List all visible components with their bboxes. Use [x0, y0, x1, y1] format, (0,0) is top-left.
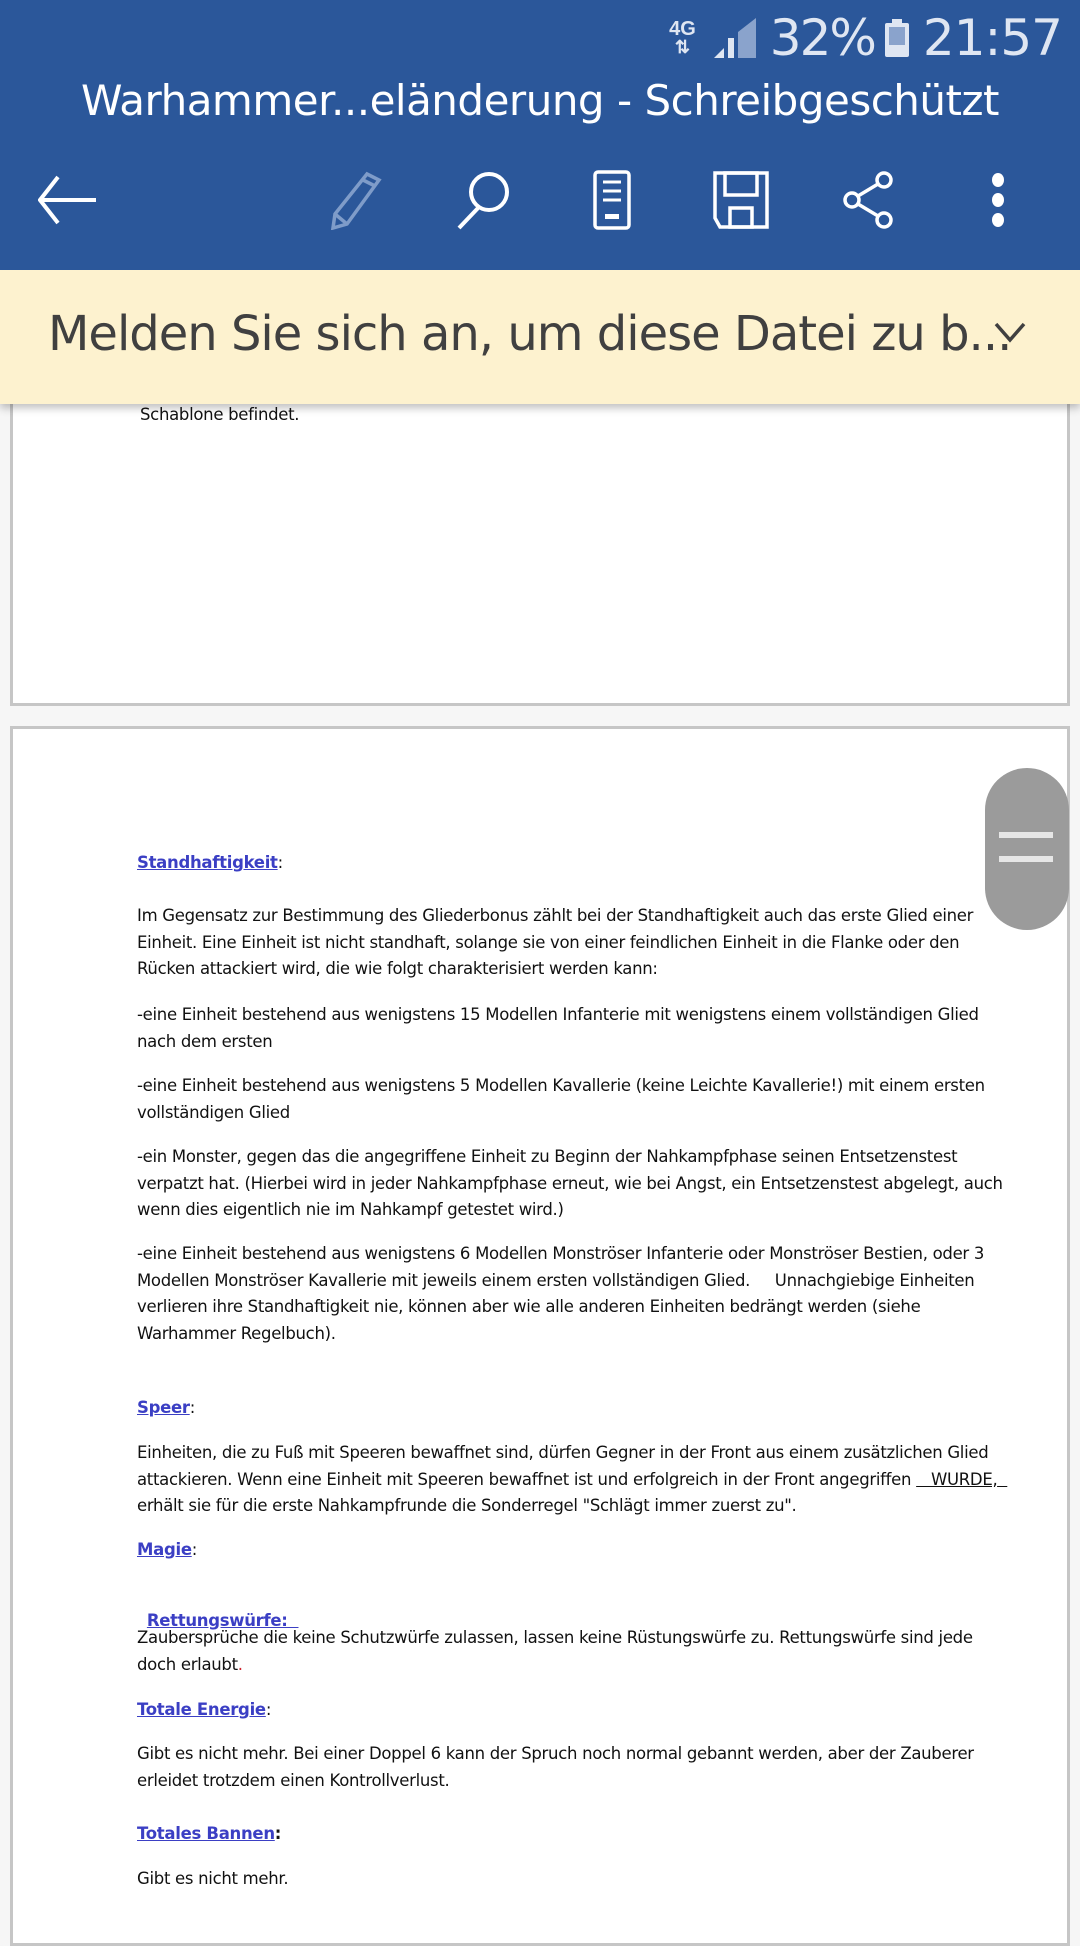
list-item: -eine Einheit bestehend aus wenigstens 6 Modellen Monströser Infanterie oder Monströser Bestien, oder 3 Modellen Monströser Kavallerie mit jeweils einem ersten vollständigen Glied. Unnachgiebige Einheiten verlieren ihre Standhaftigkeit nie, können aber wie alle anderen Einheiten bedrängt werden (siehe Warhammer Regelbuch). — [137, 1244, 990, 1343]
list-item: -eine Einheit bestehend aus wenigstens 5 Modellen Kavallerie (keine Leichte Kavallerie!) mit einem ersten vollständigen Glied — [137, 1076, 985, 1122]
battery-icon — [885, 19, 909, 57]
document-title: Warhammer...eländerung - Schreibgeschützt — [80, 76, 1000, 125]
grip-line-icon — [999, 856, 1053, 862]
list-item: -ein Monster, gegen das die angegriffene Einheit zu Beginn der Nahkampfphase seinen Entsetzenstest verpatzt hat. (Hierbei wird in jeder Nahkampfphase erneut, wie bei Angst, ein Entsetzenstest abgelegt, auch wenn dies eigentlich nie im Nahkampf getestet wird.) — [137, 1147, 1003, 1219]
period: . — [237, 1654, 243, 1674]
speer-text-end: erhält sie für die erste Nahkampfrunde die Sonderregel "Schlägt immer zuerst zu". — [137, 1469, 1013, 1515]
status-bar — [669, 8, 1062, 68]
paragraph-rettungswuerfe — [137, 1625, 1007, 1678]
speer-text: Einheiten, die zu Fuß mit Speeren bewaffnet sind, dürfen Gegner in der Front aus einem zusätzlichen Glied attackieren. Wenn eine Einheit mit Speeren bewaffnet ist und erfolgreich in der Front angegriffen — [137, 1443, 994, 1489]
save-icon — [712, 170, 770, 230]
data-arrows-icon: 4G ⇅ — [669, 18, 696, 57]
heading-speer — [137, 1395, 1007, 1422]
colon: : — [277, 853, 283, 872]
heading-magie — [137, 1537, 1007, 1564]
battery-percent: 32% — [769, 9, 875, 67]
signal-icon — [714, 18, 756, 58]
clock: 21:57 — [922, 9, 1062, 67]
heading-link[interactable]: Rettungswürfe: — [146, 1610, 299, 1630]
back-button[interactable] — [28, 160, 108, 240]
share-icon — [841, 170, 897, 230]
search-icon — [453, 170, 513, 230]
grip-line-icon — [999, 832, 1053, 838]
colon: : — [191, 1540, 197, 1559]
sign-in-banner[interactable] — [0, 270, 1080, 404]
more-vertical-icon — [990, 170, 1006, 230]
document-page-1 — [10, 360, 1070, 706]
app-bar — [0, 0, 1080, 270]
heading-link[interactable]: Magie — [137, 1540, 192, 1559]
search-button[interactable] — [443, 160, 523, 240]
page1-tail-text: Schablone befindet. — [140, 405, 300, 424]
heading-link[interactable]: Totale Energie — [137, 1700, 266, 1719]
sign-in-message[interactable]: Melden Sie sich an, um diese Datei zu b... — [48, 306, 1012, 362]
colon: : — [189, 1398, 195, 1417]
chevron-down-icon[interactable] — [990, 312, 1030, 352]
more-options-button[interactable] — [958, 160, 1038, 240]
heading-link[interactable]: Standhaftigkeit — [137, 853, 278, 872]
pencil-icon — [325, 170, 385, 230]
colon: : — [274, 1824, 282, 1843]
network-type: 4G — [669, 18, 696, 40]
rettungswuerfe-text: Zaubersprüche die keine Schutzwürfe zulassen, lassen keine Rüstungswürfe zu. Rettungswürfe sind jede doch erlaubt — [137, 1628, 973, 1674]
paragraph-totales-bannen: Gibt es nicht mehr. — [137, 1869, 289, 1888]
colon: : — [265, 1700, 272, 1719]
underlined-word: WURDE, — [916, 1469, 1008, 1489]
paragraph-speer — [137, 1440, 1013, 1520]
edit-button[interactable] — [315, 160, 395, 240]
heading-link[interactable]: Speer — [137, 1398, 190, 1417]
share-button[interactable] — [829, 160, 909, 240]
heading-link[interactable]: Totales Bannen — [137, 1824, 275, 1843]
toolbar — [0, 160, 1080, 240]
mobile-view-icon — [592, 170, 632, 230]
paragraph-totale-energie: Gibt es nicht mehr. Bei einer Doppel 6 kann der Spruch noch normal gebannt werden, aber der Zauberer erleidet trotzdem einen Kontrollverlust. — [137, 1744, 974, 1790]
save-button[interactable] — [701, 160, 781, 240]
arrow-left-icon — [38, 175, 98, 225]
heading-totale-energie — [137, 1697, 1007, 1724]
scroll-handle[interactable] — [985, 768, 1069, 930]
mobile-view-button[interactable] — [572, 160, 652, 240]
paragraph-standhaftigkeit-intro: Im Gegensatz zur Bestimmung des Gliederbonus zählt bei der Standhaftigkeit auch das erste Glied einer Einheit. Eine Einheit ist nicht standhaft, solange sie von einer feindlichen Einheit in die Flanke oder den Rücken attackiert wird, die wie folgt charakterisiert werden kann: — [137, 906, 974, 978]
heading-totales-bannen — [137, 1821, 1007, 1848]
heading-standhaftigkeit — [137, 850, 1007, 877]
list-item: -eine Einheit bestehend aus wenigstens 15 Modellen Infanterie mit wenigstens einem vollständigen Glied nach dem ersten — [137, 1005, 979, 1051]
